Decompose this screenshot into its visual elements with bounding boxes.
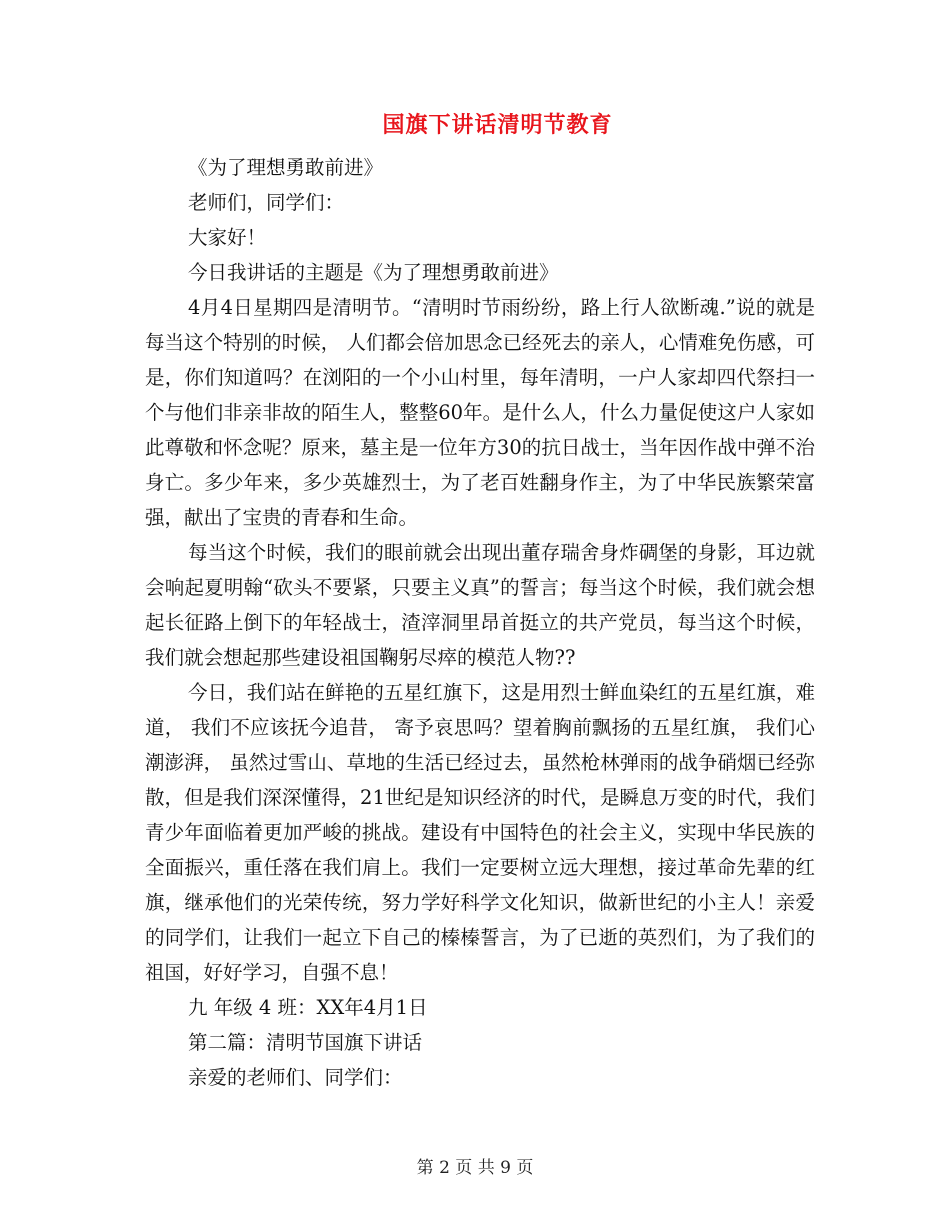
speech-subtitle: 《为了理想勇敢前进》 <box>188 156 384 179</box>
salutation-second: 亲爱的老师们、同学们： <box>188 1066 403 1089</box>
body-paragraph: 4月4日星期四是清明节。“清明时节雨纷纷，路上行人欲断魂.”说的就是每当这个特别的时候， 人们都会倍加思念已经死去的亲人，心情难免伤感，可是，你们知道吗？在浏阳的一个小山村里，每年清明，一户人家却四代祭扫一个与他们非亲非故的陌生人，整整60年。是什么人，什么力量促使这户人家如此尊敬和怀念呢？原来，墓主是一位年方30的抗日战士，当年因作战中弹不治身亡。多少年来，多少英雄烈士，为了老百姓翻身作主，为了中华民族繁荣富强，献出了宝贵的青春和生命。 <box>145 296 815 529</box>
body-paragraph: 每当这个时候，我们的眼前就会出现出董存瑞舍身炸碉堡的身影，耳边就会响起夏明翰“砍头不要紧，只要主义真”的誓言；每当这个时候，我们就会想起长征路上倒下的年轻战士，渣滓洞里昂首挺立的共产党员，每当这个时候，我们就会想起那些建设祖国鞠躬尽瘁的模范人物?? <box>145 541 815 669</box>
body-paragraph: 今日，我们站在鲜艳的五星红旗下，这是用烈士鲜血染红的五星红旗，难道， 我们不应该抚今追昔， 寄予哀思吗？望着胸前飘扬的五星红旗， 我们心潮澎湃， 虽然过雪山、草地的生活已经过去，虽然枪林弹雨的战争硝烟已经弥散，但是我们深深懂得，21世纪是知识经济的时代，是瞬息万变的时代，我们青少年面临着更加严峻的挑战。建设有中国特色的社会主义，实现中华民族的全面振兴，重任落在我们肩上。我们一定要树立远大理想，接过革命先辈的红旗，继承他们的光荣传统，努力学好科学文化知识，做新世纪的小主人！亲爱的同学们，让我们一起立下自己的榛榛誓言，为了已逝的英烈们，为了我们的祖国，好好学习，自强不息！ <box>145 681 815 984</box>
section-heading: 第二篇：清明节国旗下讲话 <box>188 1031 423 1054</box>
page-footer: 第 2 页 共 9 页 <box>416 1158 534 1178</box>
greeting: 大家好！ <box>188 226 267 249</box>
salutation: 老师们，同学们： <box>188 191 345 214</box>
signature-line: 九 年级 4 班：XX年4月1日 <box>188 996 428 1019</box>
document-title: 国旗下讲话清明节教育 <box>382 112 613 138</box>
document-body <box>145 150 815 1095</box>
topic-line: 今日我讲话的主题是《为了理想勇敢前进》 <box>188 261 559 284</box>
